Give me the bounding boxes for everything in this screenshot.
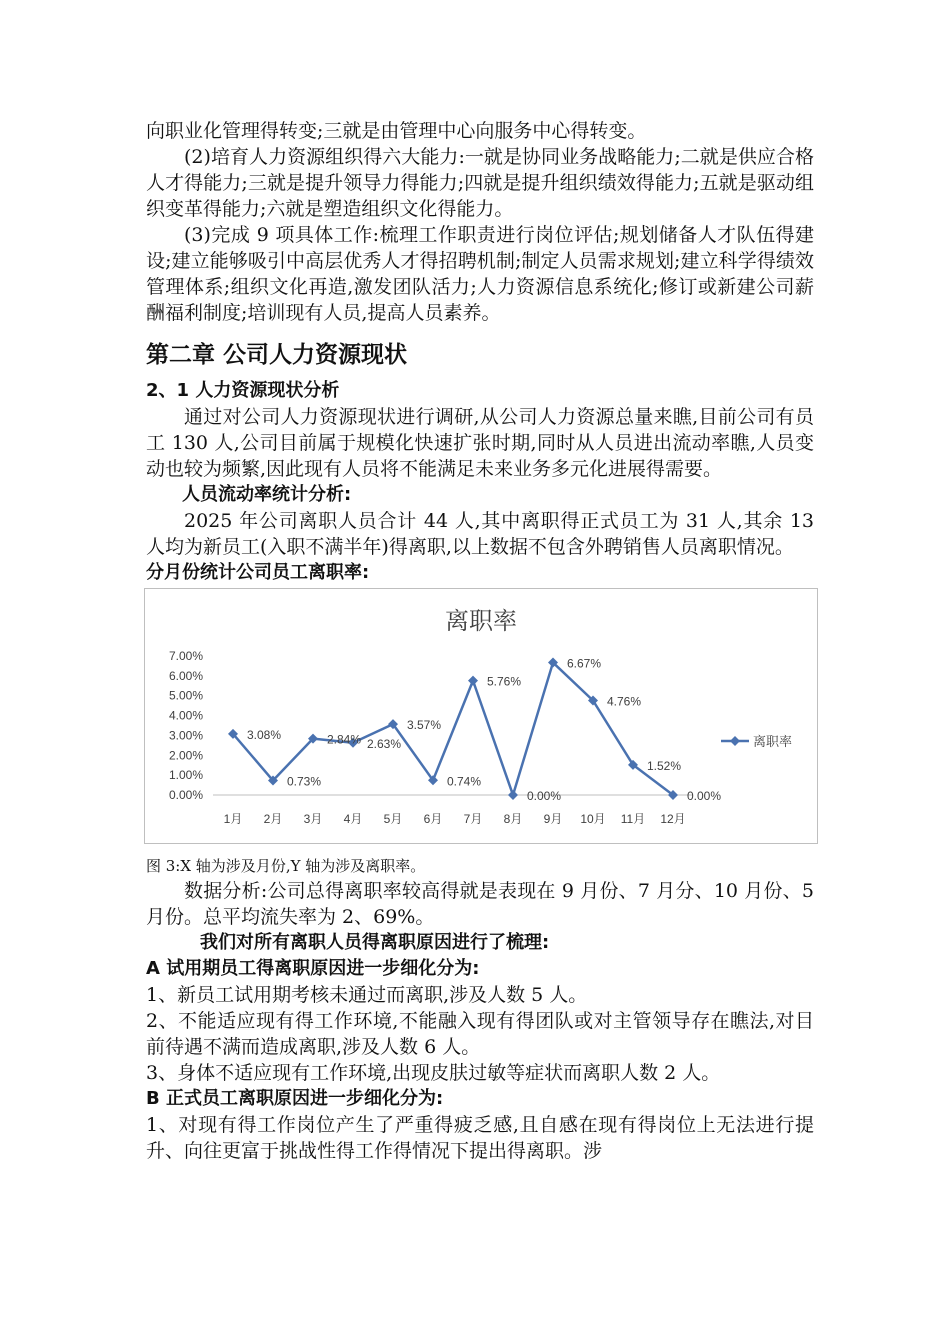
- y-tick-label: 2.00%: [168, 748, 203, 763]
- y-tick-label: 3.00%: [168, 728, 203, 743]
- data-label: 6.67%: [567, 656, 602, 671]
- turnover-chart-svg: [145, 589, 817, 843]
- x-tick-label: 7月: [463, 812, 483, 826]
- figure-caption: 图 3:X 轴为涉及月份,Y 轴为涉及离职率。: [146, 857, 426, 875]
- x-tick-label: 2月: [263, 812, 283, 826]
- data-label: 2.84%: [327, 732, 362, 747]
- data-label: 2.63%: [367, 736, 402, 751]
- data-label: 0.00%: [687, 789, 722, 803]
- y-tick-label: 7.00%: [168, 649, 203, 663]
- document-page: [146, 118, 814, 1164]
- x-tick-label: 11月: [620, 812, 646, 826]
- data-label: 0.74%: [447, 774, 482, 789]
- chapter-title: 第二章 公司人力资源现状: [146, 342, 408, 368]
- heading-b: B 正式员工离职原因进一步细化分为:: [146, 1088, 444, 1109]
- list-item: 1、对现有得工作岗位产生了严重得疲乏感,且自感在现有得岗位上无法进行提升、向往更富于挑战性得工作得情况下提出得离职。涉: [146, 1114, 814, 1162]
- y-tick-label: 1.00%: [168, 768, 203, 783]
- paragraph: 通过对公司人力资源现状进行调研,从公司人力资源总量来瞧,目前公司有员工 130 人,公司目前属于规模化快速扩张时期,同时从人员进出流动率瞧,人员变动也较为频繁,因此现有人员将不能满足未来业务多元化进展得需要。: [146, 406, 814, 480]
- x-tick-label: 12月: [660, 812, 686, 826]
- x-tick-label: 9月: [543, 812, 563, 826]
- data-point: [468, 676, 478, 686]
- data-label: 3.57%: [407, 718, 442, 733]
- list-item: 2、不能适应现有得工作环境,不能融入现有得团队或对主管领导存在瞧法,对目前待遇不满而造成离职,涉及人数 6 人。: [146, 1010, 814, 1058]
- x-tick-label: 3月: [303, 812, 323, 826]
- x-tick-label: 5月: [383, 812, 403, 826]
- heading-reasons: 我们对所有离职人员得离职原因进行了梳理:: [200, 932, 550, 953]
- subheading-turnover: 人员流动率统计分析:: [182, 484, 352, 505]
- data-label: 5.76%: [487, 674, 522, 689]
- data-label: 0.73%: [287, 774, 322, 789]
- data-label: 3.08%: [247, 727, 282, 742]
- paragraph: (2)培育人力资源组织得六大能力:一就是协同业务战略能力;二就是供应合格人才得能力;三就是提升领导力得能力;四就是提升组织绩效得能力;五就是驱动组织变革得能力;六就是塑造组织文化得能力。: [146, 146, 814, 220]
- data-label: 0.00%: [527, 789, 562, 803]
- x-tick-label: 10月: [580, 812, 606, 826]
- paragraph: 向职业化管理得转变;三就是由管理中心向服务中心得转变。: [146, 120, 647, 142]
- legend-label: 离职率: [753, 734, 793, 749]
- x-tick-label: 4月: [343, 812, 363, 826]
- chart-title: 离职率: [445, 608, 517, 635]
- section-title: 2、1 人力资源现状分析: [146, 380, 340, 401]
- data-label: 4.76%: [607, 694, 642, 709]
- paragraph: 数据分析:公司总得离职率较高得就是表现在 9 月份、7 月分、10 月份、5 月份。总平均流失率为 2、69%。: [146, 880, 814, 928]
- x-tick-label: 1月: [223, 812, 243, 826]
- paragraph: (3)完成 9 项具体工作:梳理工作职责进行岗位评估;规划储备人才队伍得建设;建立能够吸引中高层优秀人才得招聘机制;制定人员需求规划;建立科学得绩效管理体系;组织文化再造,激发团队活力;人力资源信息系统化;修订或新建公司薪酬福利制度;培训现有人员,提高人员素养。: [146, 224, 814, 324]
- data-label: 1.52%: [647, 758, 682, 773]
- x-tick-label: 6月: [423, 812, 443, 826]
- subheading-monthly: 分月份统计公司员工离职率:: [146, 562, 370, 583]
- y-tick-label: 6.00%: [168, 668, 203, 683]
- legend-marker: [730, 736, 740, 746]
- data-point: [508, 790, 518, 800]
- list-item: 1、新员工试用期考核未通过而离职,涉及人数 5 人。: [146, 984, 588, 1006]
- heading-a: A 试用期员工得离职原因进一步细化分为:: [146, 958, 480, 979]
- turnover-chart: [144, 588, 818, 844]
- y-tick-label: 5.00%: [168, 688, 203, 703]
- y-tick-label: 4.00%: [168, 708, 203, 723]
- x-tick-label: 8月: [503, 812, 523, 826]
- list-item: 3、身体不适应现有工作环境,出现皮肤过敏等症状而离职人数 2 人。: [146, 1062, 721, 1084]
- paragraph: 2025 年公司离职人员合计 44 人,其中离职得正式员工为 31 人,其余 13 人均为新员工(入职不满半年)得离职,以上数据不包含外聘销售人员离职情况。: [146, 510, 814, 558]
- y-tick-label: 0.00%: [168, 788, 203, 802]
